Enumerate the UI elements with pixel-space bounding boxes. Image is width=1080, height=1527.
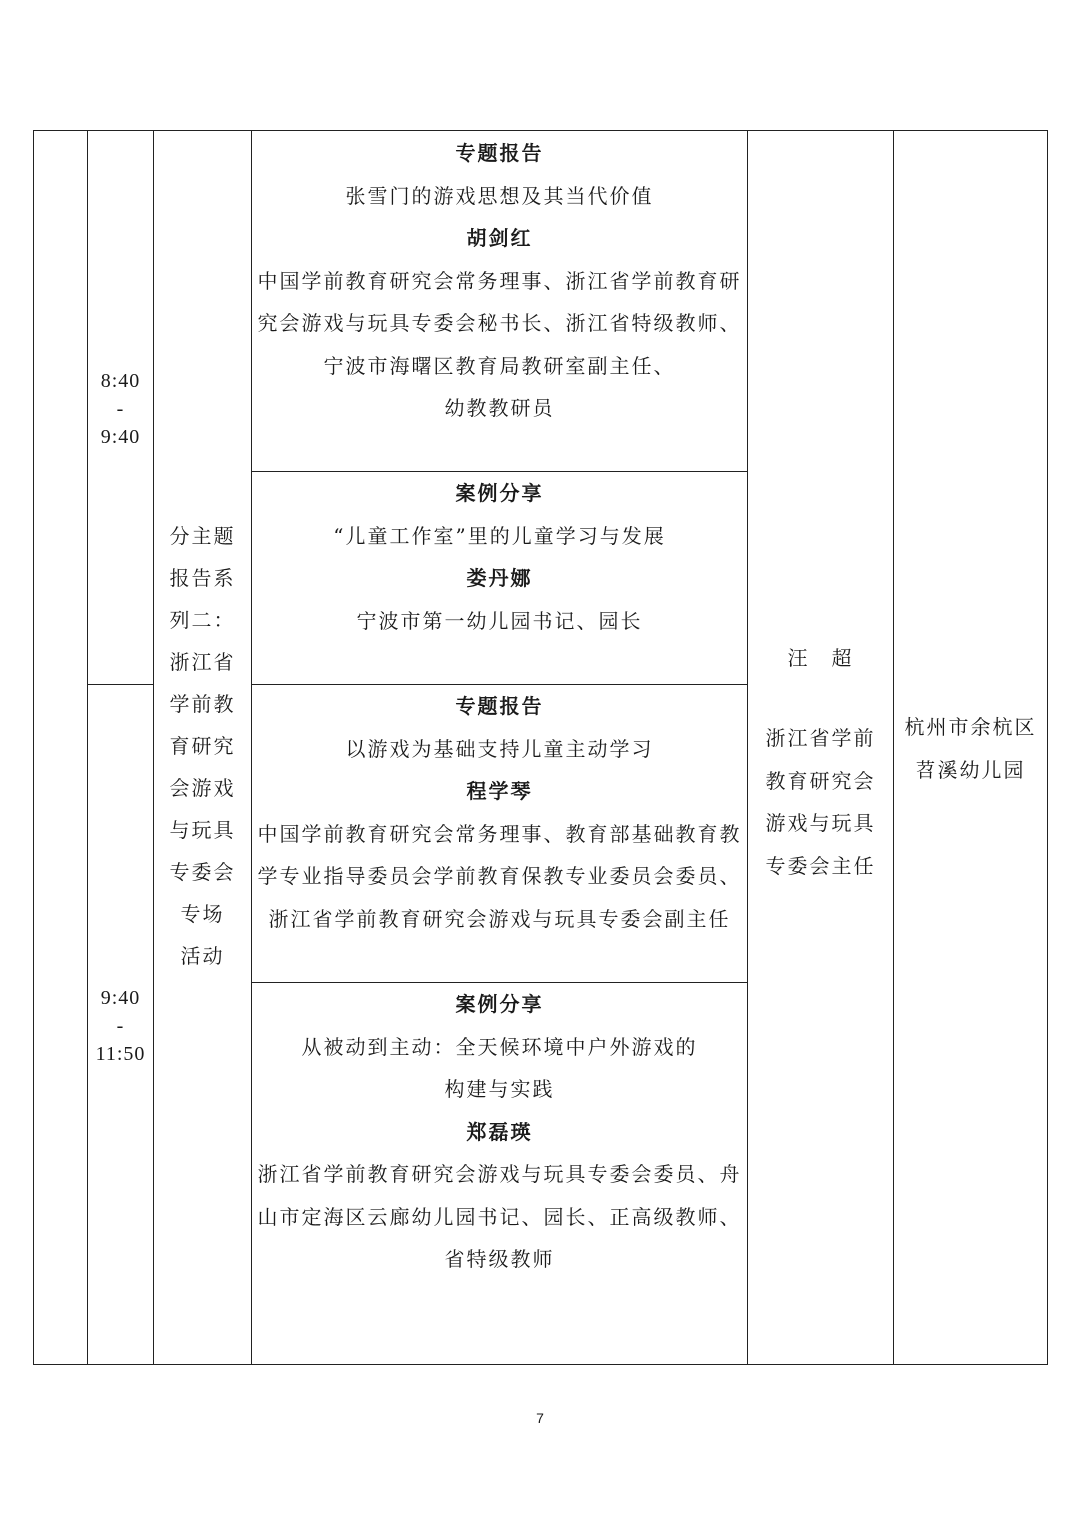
program-item [252,132,747,430]
item-speaker-bio: 山市定海区云廊幼儿园书记、园长、正高级教师、 [257,1204,742,1229]
program-item [252,983,747,1281]
host-role-line: 教育研究会 [765,768,876,793]
table-right-border [1047,130,1048,1365]
host-name: 汪 超 [787,645,854,670]
table-top-border [33,130,1048,131]
venue [894,706,1047,792]
item-title: 从被动到主动：全天候环境中户外游戏的 [301,1034,698,1059]
item-speaker-bio: 浙江省学前教育研究会游戏与玩具专委会副主任 [268,906,731,931]
item-title: 以游戏为基础支持儿童主动学习 [345,736,654,761]
time-slot-divider [87,684,154,685]
time-separator: - [116,398,125,420]
session-title-line: 活动 [180,944,225,968]
item-type: 专题报告 [455,694,544,718]
program-item [252,685,747,940]
item-speaker: 娄丹娜 [466,566,533,590]
session-title-line: 会游戏 [169,776,236,800]
program-item [252,472,747,642]
item-type: 案例分享 [455,992,544,1016]
time-separator: - [116,1015,125,1037]
venue-line: 杭州市余杭区 [904,715,1037,739]
item-speaker-bio: 中国学前教育研究会常务理事、教育部基础教育教 [257,821,742,846]
item-speaker-bio: 宁波市海曙区教育局教研室副主任、 [323,353,676,378]
item-speaker-bio: 宁波市第一幼儿园书记、园长 [356,608,643,633]
table-left-border [33,130,34,1365]
time-end: 9:40 [100,426,141,448]
session-title-line: 学前教 [169,692,236,716]
host-role [748,717,893,889]
session-title-line: 育研究 [169,734,236,758]
session-title-line: 列二： [169,608,236,632]
item-speaker: 程学琴 [466,779,533,803]
page-number: 7 [536,1410,544,1426]
item-speaker-bio: 学专业指导委员会学前教育保教专业委员会委员、 [257,864,742,888]
table-bottom-border [33,1364,1048,1365]
host-role-line: 浙江省学前 [765,726,876,750]
item-speaker-bio: 幼教教研员 [444,396,555,420]
item-title: “儿童工作室”里的儿童学习与发展 [333,523,666,548]
session-title-line: 浙江省 [169,650,236,674]
host-role-line: 游戏与玩具 [765,811,876,835]
item-title: 张雪门的游戏思想及其当代价值 [345,183,654,208]
session-title [154,515,251,977]
item-title: 构建与实践 [444,1077,555,1101]
session-title-line: 分主题 [169,524,236,548]
time-end: 11:50 [95,1043,146,1065]
col-divider [87,130,88,1365]
item-speaker-bio: 浙江省学前教育研究会游戏与玩具专委会委员、舟 [257,1162,742,1186]
item-speaker: 胡剑红 [466,226,533,250]
host-role-line: 专委会主任 [765,853,876,878]
item-speaker-bio: 究会游戏与玩具专委会秘书长、浙江省特级教师、 [257,311,742,335]
time-start: 9:40 [100,987,141,1009]
session-title-line: 专场 [180,902,225,926]
time-slot-1 [88,366,153,452]
item-type: 专题报告 [455,141,544,165]
session-title-line: 报告系 [169,566,236,590]
time-start: 8:40 [100,370,141,392]
venue-line: 苕溪幼儿园 [915,757,1026,782]
session-title-line: 专委会 [169,860,236,884]
item-speaker-bio: 中国学前教育研究会常务理事、浙江省学前教育研 [257,268,742,293]
item-speaker: 郑磊瑛 [466,1119,533,1144]
item-type: 案例分享 [455,481,544,505]
item-speaker-bio: 省特级教师 [444,1247,555,1271]
time-slot-2 [88,983,153,1069]
session-title-line: 与玩具 [169,818,236,842]
